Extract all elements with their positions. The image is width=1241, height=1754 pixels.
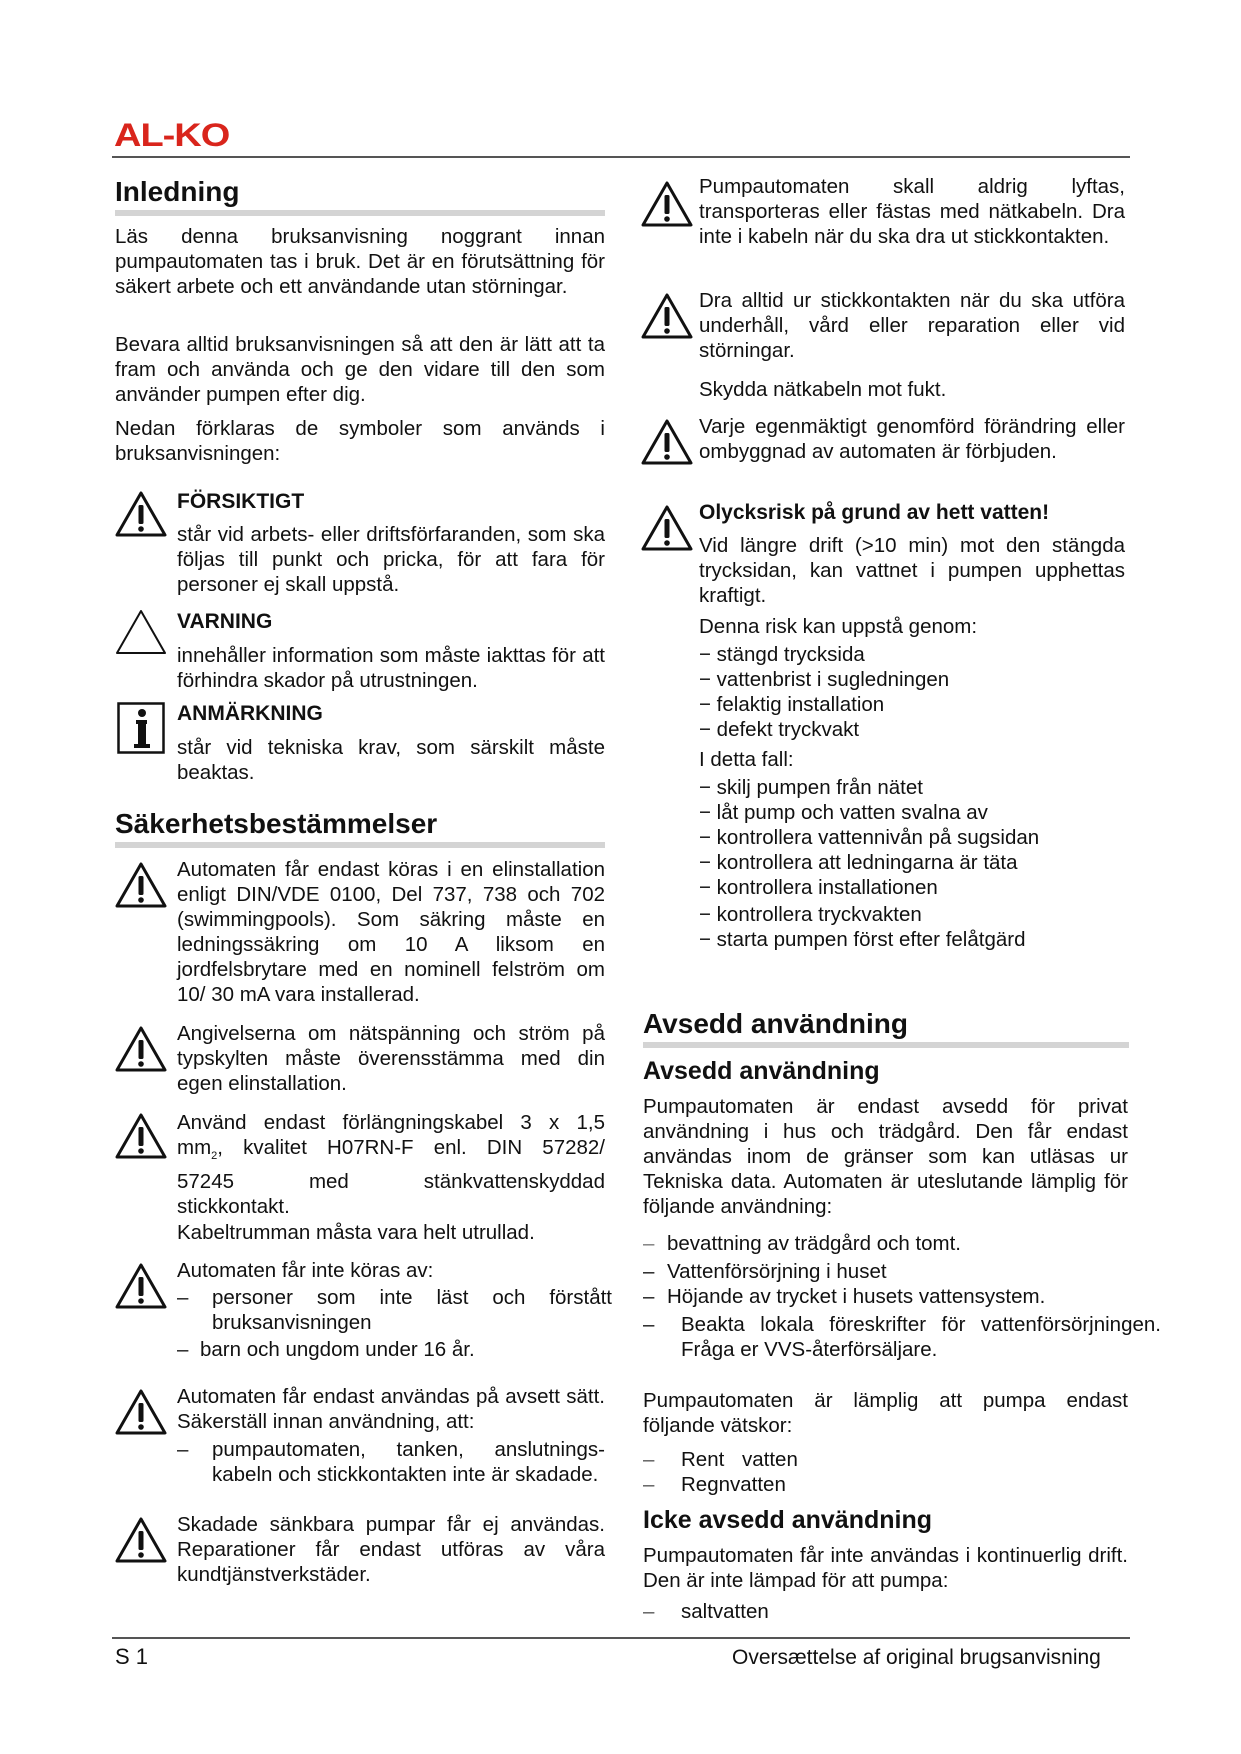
cable-line-3: 57245 med stänkvattenskyddad (177, 1170, 605, 1194)
intro-paragraph-2: Bevara alltid bruksanvisningen så att den är lätt att ta fram och använda och ge den vidare till den som använder pumpen efter dig. (115, 333, 605, 406)
hot-action-item: − starta pumpen först efter felåtgärd (699, 928, 1026, 951)
safety-text-cable-lift: Pumpautomaten skall aldrig lyftas, transporteras eller fästas med nätkabeln. Dra inte i kabeln när du ska dra ut stickkontakten. (699, 175, 1125, 248)
non-intended-use-text: Pumpautomaten får inte användas i kontinuerlig drift. Den är inte lämpad för att pumpa: (643, 1544, 1128, 1592)
hot-action-item: − skilj pumpen från nätet (699, 776, 923, 799)
liquid-item: Regnvatten (681, 1473, 786, 1496)
safety-warning-icon (114, 1388, 168, 1436)
safety-text-electrical: Automaten får endast köras i en elinstallation enligt DIN/VDE 0100, Del 737, 738 och 702 (swimmingpools). Som säkring måste en ledningssäkring om 10 A liksom en jordfelsbrytare med en nominell felström om 10/ 30 mA vara installerad. (177, 858, 605, 1006)
hot-action-item: − kontrollera vattennivån på sugsidan (699, 826, 1040, 849)
dash: – (177, 1438, 189, 1461)
caution-warning-icon (114, 490, 168, 538)
symbol-label-warning: VARNING (177, 610, 273, 633)
safety-text-operators-intro: Automaten får inte köras av: (177, 1259, 434, 1282)
hot-cause-item: − stängd trycksida (699, 643, 865, 666)
safety-text-drum: Kabeltrumman måsta vara helt utrullad. (177, 1221, 535, 1244)
cable-line-2 (177, 1135, 605, 1169)
intro-heading-rule (115, 210, 605, 216)
dash: – (177, 1286, 189, 1309)
hot-cause-item: − defekt tryckvakt (699, 718, 860, 741)
warning-triangle-icon (114, 608, 168, 656)
symbol-text-note: står vid tekniska krav, som särskilt måste beaktas. (177, 736, 605, 784)
safety-warning-icon (114, 1025, 168, 1073)
hot-actions-intro: I detta fall: (699, 748, 794, 771)
safety-text-intended: Automaten får endast användas på avsett sätt. Säkerställ innan användning, att: (177, 1385, 605, 1433)
cable-line-1: Använd endast förlängningskabel 3 x 1,5 (177, 1111, 605, 1134)
safety-text-cable (177, 1110, 605, 1219)
safety-warning-icon (640, 180, 694, 228)
hot-cause-item: − felaktig installation (699, 693, 885, 716)
non-intended-item: saltvatten (681, 1600, 769, 1623)
liquid-item: Rent vatten (681, 1448, 798, 1471)
footer-rule (112, 1637, 1130, 1639)
cable-spec: , kvalitet H07RN-F enl. DIN 57282/ (217, 1136, 605, 1159)
intended-use-subheading: Avsedd användning (643, 1057, 880, 1085)
intended-use-item: Vattenförsörjning i huset (667, 1260, 887, 1283)
hot-water-label: Olycksrisk på grund av hett vatten! (699, 501, 1050, 524)
hot-water-text: Vid längre drift (>10 min) mot den stängda trycksidan, kan vattnet i pumpen upphettas kraftigt. (699, 534, 1125, 607)
alko-logo: AL-KO (114, 118, 230, 154)
safety-text-damaged: Skadade sänkbara pumpar får ej användas. Reparationer får endast utföras av våra kundtjänstverkstäder. (177, 1513, 605, 1586)
safety-text-voltage: Angivelserna om nätspänning och ström på typskylten måste överensstämma med din egen elinstallation. (177, 1022, 605, 1095)
dash: – (643, 1448, 655, 1471)
hot-action-item: − låt pump och vatten svalna av (699, 801, 988, 824)
dash: – (643, 1285, 655, 1308)
intended-use-item: bevattning av trädgård och tomt. (667, 1232, 962, 1255)
dash: – (643, 1232, 655, 1255)
safety-warning-icon (640, 418, 694, 466)
hot-action-item: − kontrollera installationen (699, 876, 938, 899)
safety-intended-item: pumpautomaten, tanken, anslutnings-kabeln och stickkontakten inte är skadade. (212, 1438, 605, 1486)
intro-heading: Inledning (115, 176, 240, 207)
dash: – (643, 1260, 655, 1283)
dash: – (643, 1313, 655, 1336)
intro-paragraph-1: Läs denna bruksanvisning noggrant innan pumpautomaten tas i bruk. Det är en förutsättning för säkert arbete och ett användande utan störningar. (115, 225, 605, 298)
dash: – (177, 1338, 189, 1361)
footer-note: Oversættelse af original brugsanvisning (732, 1646, 1101, 1669)
intended-use-heading-rule (643, 1042, 1129, 1048)
symbol-label-note: ANMÄRKNING (177, 702, 323, 725)
cable-unit-exponent: 2 (211, 1150, 218, 1163)
cable-unit: mm (177, 1136, 212, 1159)
intended-use-text: Pumpautomaten är endast avsedd för privat användning i hus och trädgård. Den får endast användas inom de gränser som kan utläsas ur Tekniska data. Automaten är uteslutande lämplig för följande användning: (643, 1095, 1128, 1218)
symbol-text-warning: innehåller information som måste iakttas för att förhindra skador på utrustningen. (177, 644, 605, 692)
info-icon (117, 702, 165, 754)
safety-warning-icon (114, 861, 168, 909)
safety-warning-icon (640, 504, 694, 552)
non-intended-use-heading: Icke avsedd användning (643, 1506, 932, 1534)
hot-cause-item: − vattenbrist i sugledningen (699, 668, 950, 691)
safety-warning-icon (114, 1262, 168, 1310)
intended-use-item-local-rules: Beakta lokala föreskrifter för vattenförsörjningen. Fråga er VVS-återförsäljare. (681, 1313, 1161, 1361)
safety-warning-icon (640, 292, 694, 340)
intended-use-heading: Avsedd användning (643, 1008, 909, 1039)
dash: – (643, 1600, 655, 1623)
liquids-intro: Pumpautomaten är lämplig att pumpa endast följande vätskor: (643, 1389, 1128, 1437)
safety-text-unplug: Dra alltid ur stickkontakten när du ska utföra underhåll, vård eller reparation eller vid störningar. (699, 289, 1125, 362)
symbol-label-caution: FÖRSIKTIGT (177, 490, 305, 513)
intended-use-item: Höjande av trycket i husets vattensystem. (667, 1285, 1046, 1308)
safety-text-moisture: Skydda nätkabeln mot fukt. (699, 378, 947, 401)
hot-action-item: − kontrollera tryckvakten (699, 903, 922, 926)
safety-heading: Säkerhetsbestämmelser (115, 808, 438, 839)
dash: – (643, 1473, 655, 1496)
safety-operator-item-2: barn och ungdom under 16 år. (200, 1338, 475, 1361)
cable-line-4: stickkontakt. (177, 1195, 290, 1219)
header-rule (112, 156, 1130, 158)
safety-operator-item-1: personer som inte läst och förstått bruksanvisningen (212, 1286, 612, 1334)
safety-text-modification: Varje egenmäktigt genomförd förändring eller ombyggnad av automaten är förbjuden. (699, 415, 1125, 463)
symbol-text-caution: står vid arbets- eller driftsförfaranden, som ska följas till punkt och pricka, för att fara för personer ej skall uppstå. (177, 523, 605, 596)
safety-warning-icon (114, 1516, 168, 1564)
hot-causes-intro: Denna risk kan uppstå genom: (699, 615, 978, 638)
page-number: S 1 (115, 1644, 149, 1669)
intro-paragraph-3: Nedan förklaras de symboler som används i bruksanvisningen: (115, 417, 605, 465)
safety-warning-icon (114, 1112, 168, 1160)
safety-heading-rule (115, 842, 605, 848)
hot-action-item: − kontrollera att ledningarna är täta (699, 851, 1018, 874)
